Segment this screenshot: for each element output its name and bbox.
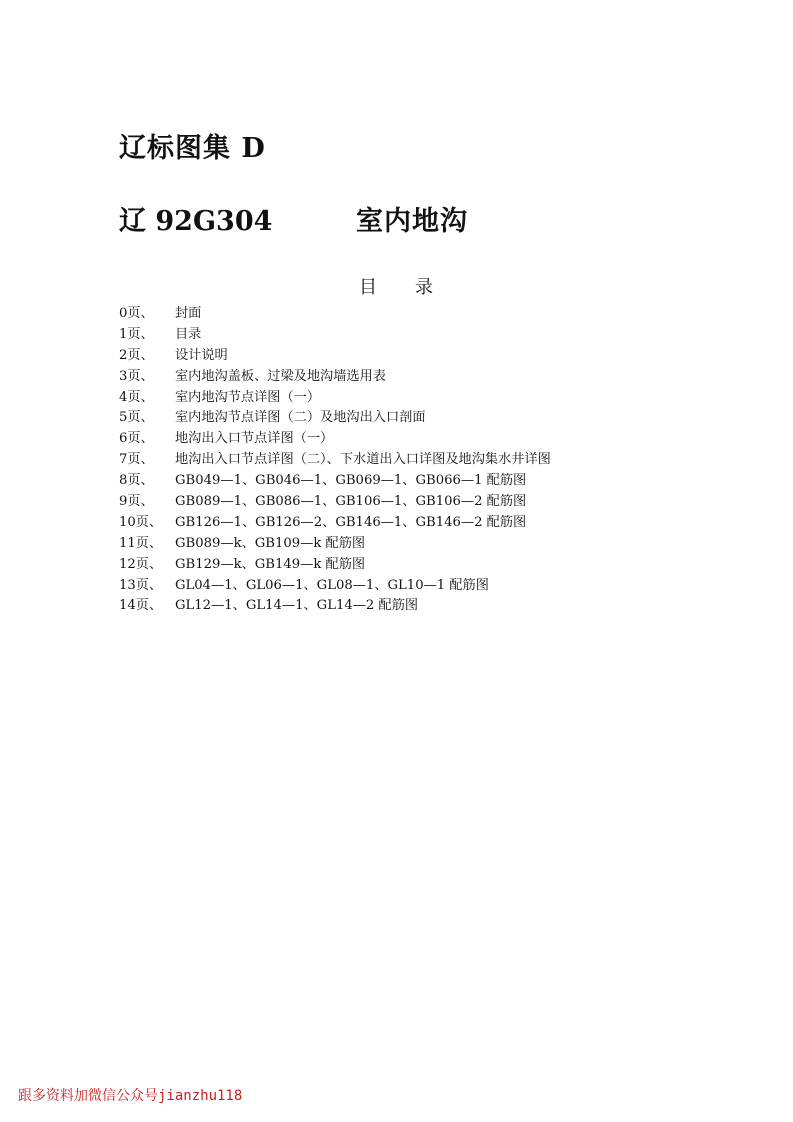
toc-item (119, 367, 551, 388)
toc-item-page: 11页、 (119, 535, 163, 551)
toc-item-title: 地沟出入口节点详图（二）、下水道出入口详图及地沟集水井详图 (175, 452, 551, 468)
toc-item-page: 14页、 (119, 598, 163, 614)
toc-item-page: 7页、 (119, 452, 154, 468)
toc-item (119, 388, 551, 409)
toc-item-title: GB089—k、GB109—k 配筋图 (175, 535, 366, 551)
toc-item-title: 目录 (175, 326, 202, 342)
toc-item-title: GB089—1、GB086—1、GB106—1、GB106—2 配筋图 (175, 494, 527, 510)
toc-item-title: GL04—1、GL06—1、GL08—1、GL10—1 配筋图 (175, 577, 489, 593)
toc-item-title: GB049—1、GB046—1、GB069—1、GB066—1 配筋图 (175, 473, 527, 489)
toc-item-page: 10页、 (119, 514, 163, 530)
footer-watermark-note: 跟多资料加微信公众号jianzhu118 (18, 1088, 243, 1104)
series-title: 辽标图集 D (119, 133, 266, 164)
toc-item (119, 513, 551, 534)
toc-item-page: 13页、 (119, 577, 163, 593)
toc-item-page: 6页、 (119, 431, 154, 447)
toc-item (119, 492, 551, 513)
toc-item-title: GB126—1、GB126—2、GB146—1、GB146—2 配筋图 (175, 514, 527, 530)
toc-item-page: 8页、 (119, 473, 154, 489)
toc-item-title: 封面 (175, 306, 202, 321)
drawing-name: 室内地沟 (356, 206, 468, 237)
toc-item-title: 室内地沟节点详图（一） (175, 389, 321, 405)
toc-item-page: 9页、 (119, 494, 154, 510)
toc-item-title: GB129—k、GB149—k 配筋图 (175, 556, 366, 572)
toc-item (119, 555, 551, 576)
toc-item-title: 室内地沟盖板、过梁及地沟墙选用表 (175, 368, 386, 384)
toc-item-title: 地沟出入口节点详图（一） (175, 431, 334, 447)
toc-item (119, 325, 551, 346)
toc-heading-right: 录 (415, 277, 433, 298)
toc-item-page: 1页、 (119, 326, 154, 342)
toc-item (119, 408, 551, 429)
toc-item (119, 450, 551, 471)
toc-item (119, 596, 551, 617)
toc-heading (359, 273, 433, 299)
toc-item-page: 5页、 (119, 410, 154, 426)
toc-list (119, 304, 551, 617)
toc-item (119, 429, 551, 450)
toc-item-page: 0页、 (119, 306, 154, 321)
toc-item (119, 534, 551, 555)
toc-item-page: 2页、 (119, 347, 154, 363)
toc-item (119, 471, 551, 492)
toc-item (119, 576, 551, 597)
toc-item-page: 4页、 (119, 389, 154, 405)
toc-item-page: 12页、 (119, 556, 163, 572)
toc-item-title: GL12—1、GL14—1、GL14—2 配筋图 (175, 598, 419, 614)
toc-item-title: 设计说明 (175, 347, 228, 363)
toc-item (119, 304, 551, 325)
toc-item-page: 3页、 (119, 368, 154, 384)
toc-item-title: 室内地沟节点详图（二）及地沟出入口剖面 (175, 410, 426, 426)
toc-heading-left: 目 (359, 277, 377, 298)
drawing-number: 辽 92G304 (119, 206, 273, 237)
toc-item (119, 346, 551, 367)
